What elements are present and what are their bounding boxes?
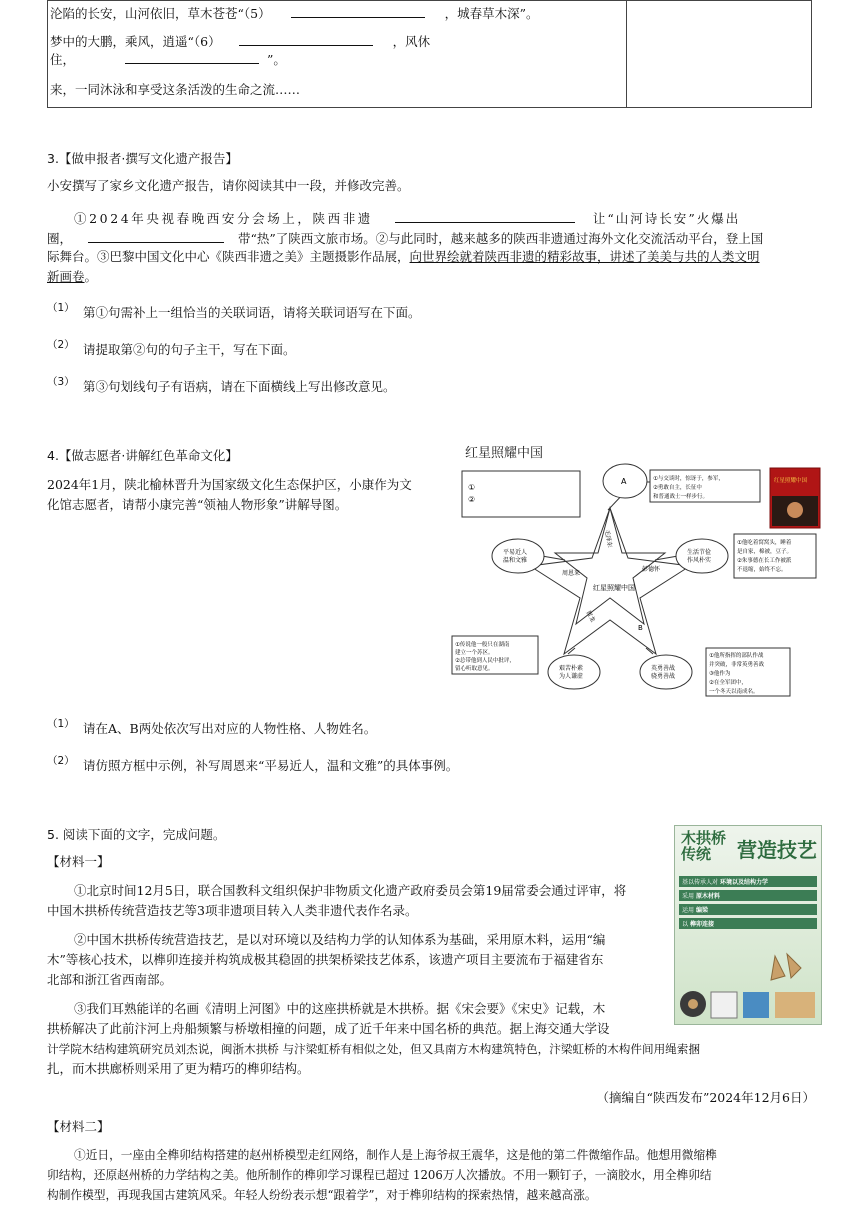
poster-title-line-2: 传统: [681, 845, 712, 863]
q4-sub2-number: （2）: [47, 755, 75, 767]
q3-sub2-text: 请提取第②句的句子主干，写在下面。: [83, 342, 296, 357]
q3-underlined-sentence-end: 新画卷: [47, 269, 85, 284]
q3-text: 。: [84, 269, 98, 284]
q4-intro-line-2: 化馆志愿者，请帮小康完善“领袖人物形象”讲解导图。: [47, 497, 348, 512]
q3-text: 圈，: [47, 231, 73, 246]
arm-top-label: 毛泽东: [603, 529, 614, 549]
q4-sub1-text: 请在A、B两处依次写出对应的人物性格、人物姓名。: [83, 721, 377, 736]
poster-row: 采用 原木材料: [679, 890, 817, 901]
table-text: 沦陷的长安，山河依旧，草木苍苍“（5）: [50, 6, 271, 21]
q5-m2-p1-l3: 构制作模型，再现我国古建筑风采。年轻人纷纷表示想“跟着学”，对于榫卯结构的探索热情，越来越高涨。: [47, 1188, 597, 1202]
info-box-bottom-right-line-2: 并突破，非常英勇善战: [709, 662, 765, 668]
node-bottom-right-line-1: 英勇善战: [651, 665, 676, 672]
q3-title: 3.【做申报者·撰写文化遗产报告】: [47, 151, 238, 166]
q3-text: 让“山河诗长安”火爆出: [592, 211, 741, 226]
q5-m1-p2-l3: 北部和浙江省西南部。: [47, 972, 173, 987]
q3-para-line-4: [47, 268, 97, 286]
wood-block-icon: [771, 954, 801, 980]
sketch-icon: [711, 992, 737, 1018]
node-left-line-2: 温和文雅: [503, 557, 528, 564]
info-box-right-line-3: ②朱事德在长工作被派: [737, 558, 792, 564]
q3-para-line-2: [47, 228, 763, 248]
q3-text: 际舞台。③巴黎中国文化中心《陕西非遗之美》主题摄影作品展，: [47, 249, 410, 264]
info-box-right-line-2: 是自家，棉被，豆子。: [737, 549, 793, 555]
river-icon: [743, 992, 769, 1018]
table-text: ”。: [267, 52, 286, 67]
q5-m2-p1-l2: 卯结构，还原赵州桥的力学结构之美。他所制作的榫卯学习课程已超过 1206万人次播放。不用一颗钉子，一滴胶水，用全榫卯结: [47, 1168, 712, 1182]
poster-row: 以 榫卯连接: [679, 918, 817, 929]
q5-m1-p1-l2: 中国木拱桥传统营造技艺等3项非遗项目转入人类非遗代表作名录。: [47, 903, 418, 918]
mind-map-diagram: [450, 440, 830, 700]
node-bottom-right-line-2: 骁勇善战: [651, 673, 676, 680]
q3-blank-1[interactable]: [395, 208, 575, 223]
node-bottom-left-line-2: 为人谦虚: [559, 673, 584, 680]
q3-sub3-text: 第③句划线句子有语病，请在下面横线上写出修改意见。: [83, 379, 396, 394]
q4-sub1-number: （1）: [47, 718, 75, 730]
poster-image: [674, 825, 822, 1025]
node-left: [492, 539, 544, 573]
answer-blank-6b[interactable]: [125, 49, 259, 64]
node-bottom-right: [640, 655, 692, 689]
q5-material-1-label: 【材料一】: [47, 854, 110, 869]
q3-para-line-1: [74, 208, 740, 228]
arm-b-label: B: [638, 624, 643, 632]
diagram-title: 红星照耀中国: [465, 446, 544, 461]
q5-m1-source: （摘编自“陕西发布”2024年12月6日）: [596, 1090, 815, 1105]
table-line-4: 来，一同沐泳和享受这条活泼的生命之流……: [50, 82, 301, 97]
poster-title-line-1: 木拱桥: [681, 829, 727, 847]
table-text: ，风休: [392, 34, 431, 49]
info-box-bottom-left-line-1: ①传说他一般只在湖南: [455, 642, 510, 648]
node-right: [676, 539, 728, 573]
table-line-1: [50, 3, 539, 23]
q4-intro-line-1: 2024年1月，陕北榆林晋升为国家级文化生态保护区，小康作为文: [47, 477, 412, 492]
q4-sub2-text: 请仿照方框中示例，补写周恩来“平易近人，温和文雅”的具体事例。: [83, 758, 459, 773]
info-box-bottom-right-line-1: ①他所指挥的部队作战: [709, 653, 764, 659]
q3-text: ①2024年央视春晚西安分会场上，陕西非遗: [74, 211, 373, 226]
poster-rows: [679, 876, 817, 932]
q4-title: 4.【做志愿者·讲解红色革命文化】: [47, 448, 238, 463]
table-text: ，城春草木深”。: [444, 6, 539, 21]
poster-row: 运用 编梁: [679, 904, 817, 915]
node-left-line-1: 平易近人: [503, 549, 528, 556]
q5-m1-p3-l1: ③我们耳熟能详的名画《清明上河图》中的这座拱桥就是木拱桥。据《宋会要》《宋史》记载，木: [74, 1001, 606, 1016]
empty-box-item-2: ②: [468, 495, 476, 504]
info-box-top-right-line-2: ②勇敢自主，长征中: [653, 485, 702, 491]
q3-intro: 小安撰写了家乡文化遗产报告，请你阅读其中一段，并修改完善。: [47, 178, 410, 193]
info-box-bottom-left-line-2: 建立一个苏区。: [455, 650, 494, 656]
diagram-center-label: 红星照耀中国: [593, 584, 635, 592]
poster-title-line-3: 营造技艺: [737, 838, 817, 862]
q3-sub2-number: （2）: [47, 339, 75, 351]
q5-m1-p2-l2: 木”等核心技术，以榫卯连接并构筑成极其稳固的拱架桥梁技艺体系，该遗产项目主要流布于福建省东: [47, 952, 604, 967]
table-line-3: [50, 49, 286, 69]
q5-material-2-label: 【材料二】: [47, 1119, 110, 1134]
table-empty-cell: [627, 1, 812, 108]
q5-title: 5. 阅读下面的文字，完成问题。: [47, 827, 226, 842]
q5-m2-p1-l1: ①近日，一座由全榫卯结构搭建的赵州桥模型走红网络，制作人是上海爷叔王震华，这是他的第二件微缩作品。他想用微缩榫: [74, 1148, 717, 1162]
node-right-line-2: 作风朴实: [687, 557, 712, 564]
table-text: 住，: [50, 52, 76, 67]
q5-m1-p2-l1: ②中国木拱桥传统营造技艺，是以对环境以及结构力学的认知体系为基础，采用原木料，运用“编: [74, 932, 606, 947]
info-box-bottom-right-line-5: 一个冬天以南成名。: [709, 689, 759, 695]
arm-right-label: 彭德怀: [642, 566, 661, 573]
node-right-line-1: 生活节俭: [687, 549, 712, 556]
empty-answer-box[interactable]: [462, 471, 580, 517]
q3-sub1-text: 第①句需补上一组恰当的关联词语，请将关联词语写在下面。: [83, 305, 421, 320]
node-bottom-left: [548, 655, 600, 689]
empty-box-item-1: ①: [468, 483, 476, 492]
q5-m1-p3-l4: 扎，而木拱廊桥则采用了更为精巧的榫卯结构。: [47, 1061, 310, 1076]
info-box-top-right-line-3: 和普通战士一样步行。: [653, 494, 709, 500]
q3-text: 带“热”了陕西文旅市场。②与此同时，越来越多的陕西非遗通过海外文化交流活动平台，登上国: [238, 231, 764, 246]
top-table: [47, 0, 812, 108]
book-cover-title: 红星照耀中国: [774, 478, 808, 484]
poster-title: [681, 830, 726, 862]
q3-sub1-number: （1）: [47, 302, 75, 314]
poster-graphics: [675, 946, 821, 1024]
q5-m1-p3-l2: 拱桥解决了此前汴河上舟船频繁与桥墩相撞的问题，成了近千年来中国名桥的典范。据上海交通大学设: [47, 1021, 610, 1036]
arm-bottom-left-label: 贺龙: [584, 609, 597, 624]
info-box-bottom-left-line-4: 留心听取意见。: [455, 666, 494, 672]
q5-m1-p1-l1: ①北京时间12月5日，联合国教科文组织保护非物质文化遗产政府委员会第19届常委会通过评审，将: [74, 883, 627, 898]
info-box-bottom-left-line-3: ②总带他到人民中批评，: [455, 658, 515, 664]
info-box-right-line-1: ①他吃着窝窝头，睡着: [737, 540, 792, 546]
book-cover-image: [770, 468, 820, 528]
poster-row: 基以传承人对 环境以及结构力学: [679, 876, 817, 887]
q5-m1-p3-l3: 计学院木结构建筑研究员刘杰说，闽浙木拱桥 与汴梁虹桥有相似之处，但又具南方木构建筑特色，汴梁虹桥的木构件间用绳索捆: [47, 1042, 700, 1056]
arm-left-label: 周恩来: [562, 570, 581, 577]
node-a-label: A: [621, 477, 627, 486]
table-text: 梦中的大鹏，乘风，逍遥“（6）: [50, 34, 221, 49]
table-line-2: [50, 31, 430, 51]
info-box-bottom-right-line-3: ③他作为: [709, 671, 731, 677]
wood-beam-icon: [775, 992, 815, 1018]
info-box-right-line-4: 不退缩，始终不忘。: [737, 567, 787, 573]
q3-blank-2[interactable]: [88, 228, 224, 243]
info-box-bottom-right-line-4: ②在全军团中，: [709, 680, 747, 686]
answer-blank-5[interactable]: [291, 3, 425, 18]
answer-blank-6a[interactable]: [239, 31, 373, 46]
q3-para-line-3: [47, 248, 760, 266]
q3-underlined-sentence: 向世界绘就着陕西非遗的精彩故事，讲述了美美与共的人类文明: [409, 249, 760, 264]
q3-sub3-number: （3）: [47, 376, 75, 388]
node-bottom-left-line-1: 艰苦朴素: [559, 665, 584, 672]
info-box-top-right-line-1: ①与交谈时，惊讶于，参军，: [653, 476, 724, 482]
